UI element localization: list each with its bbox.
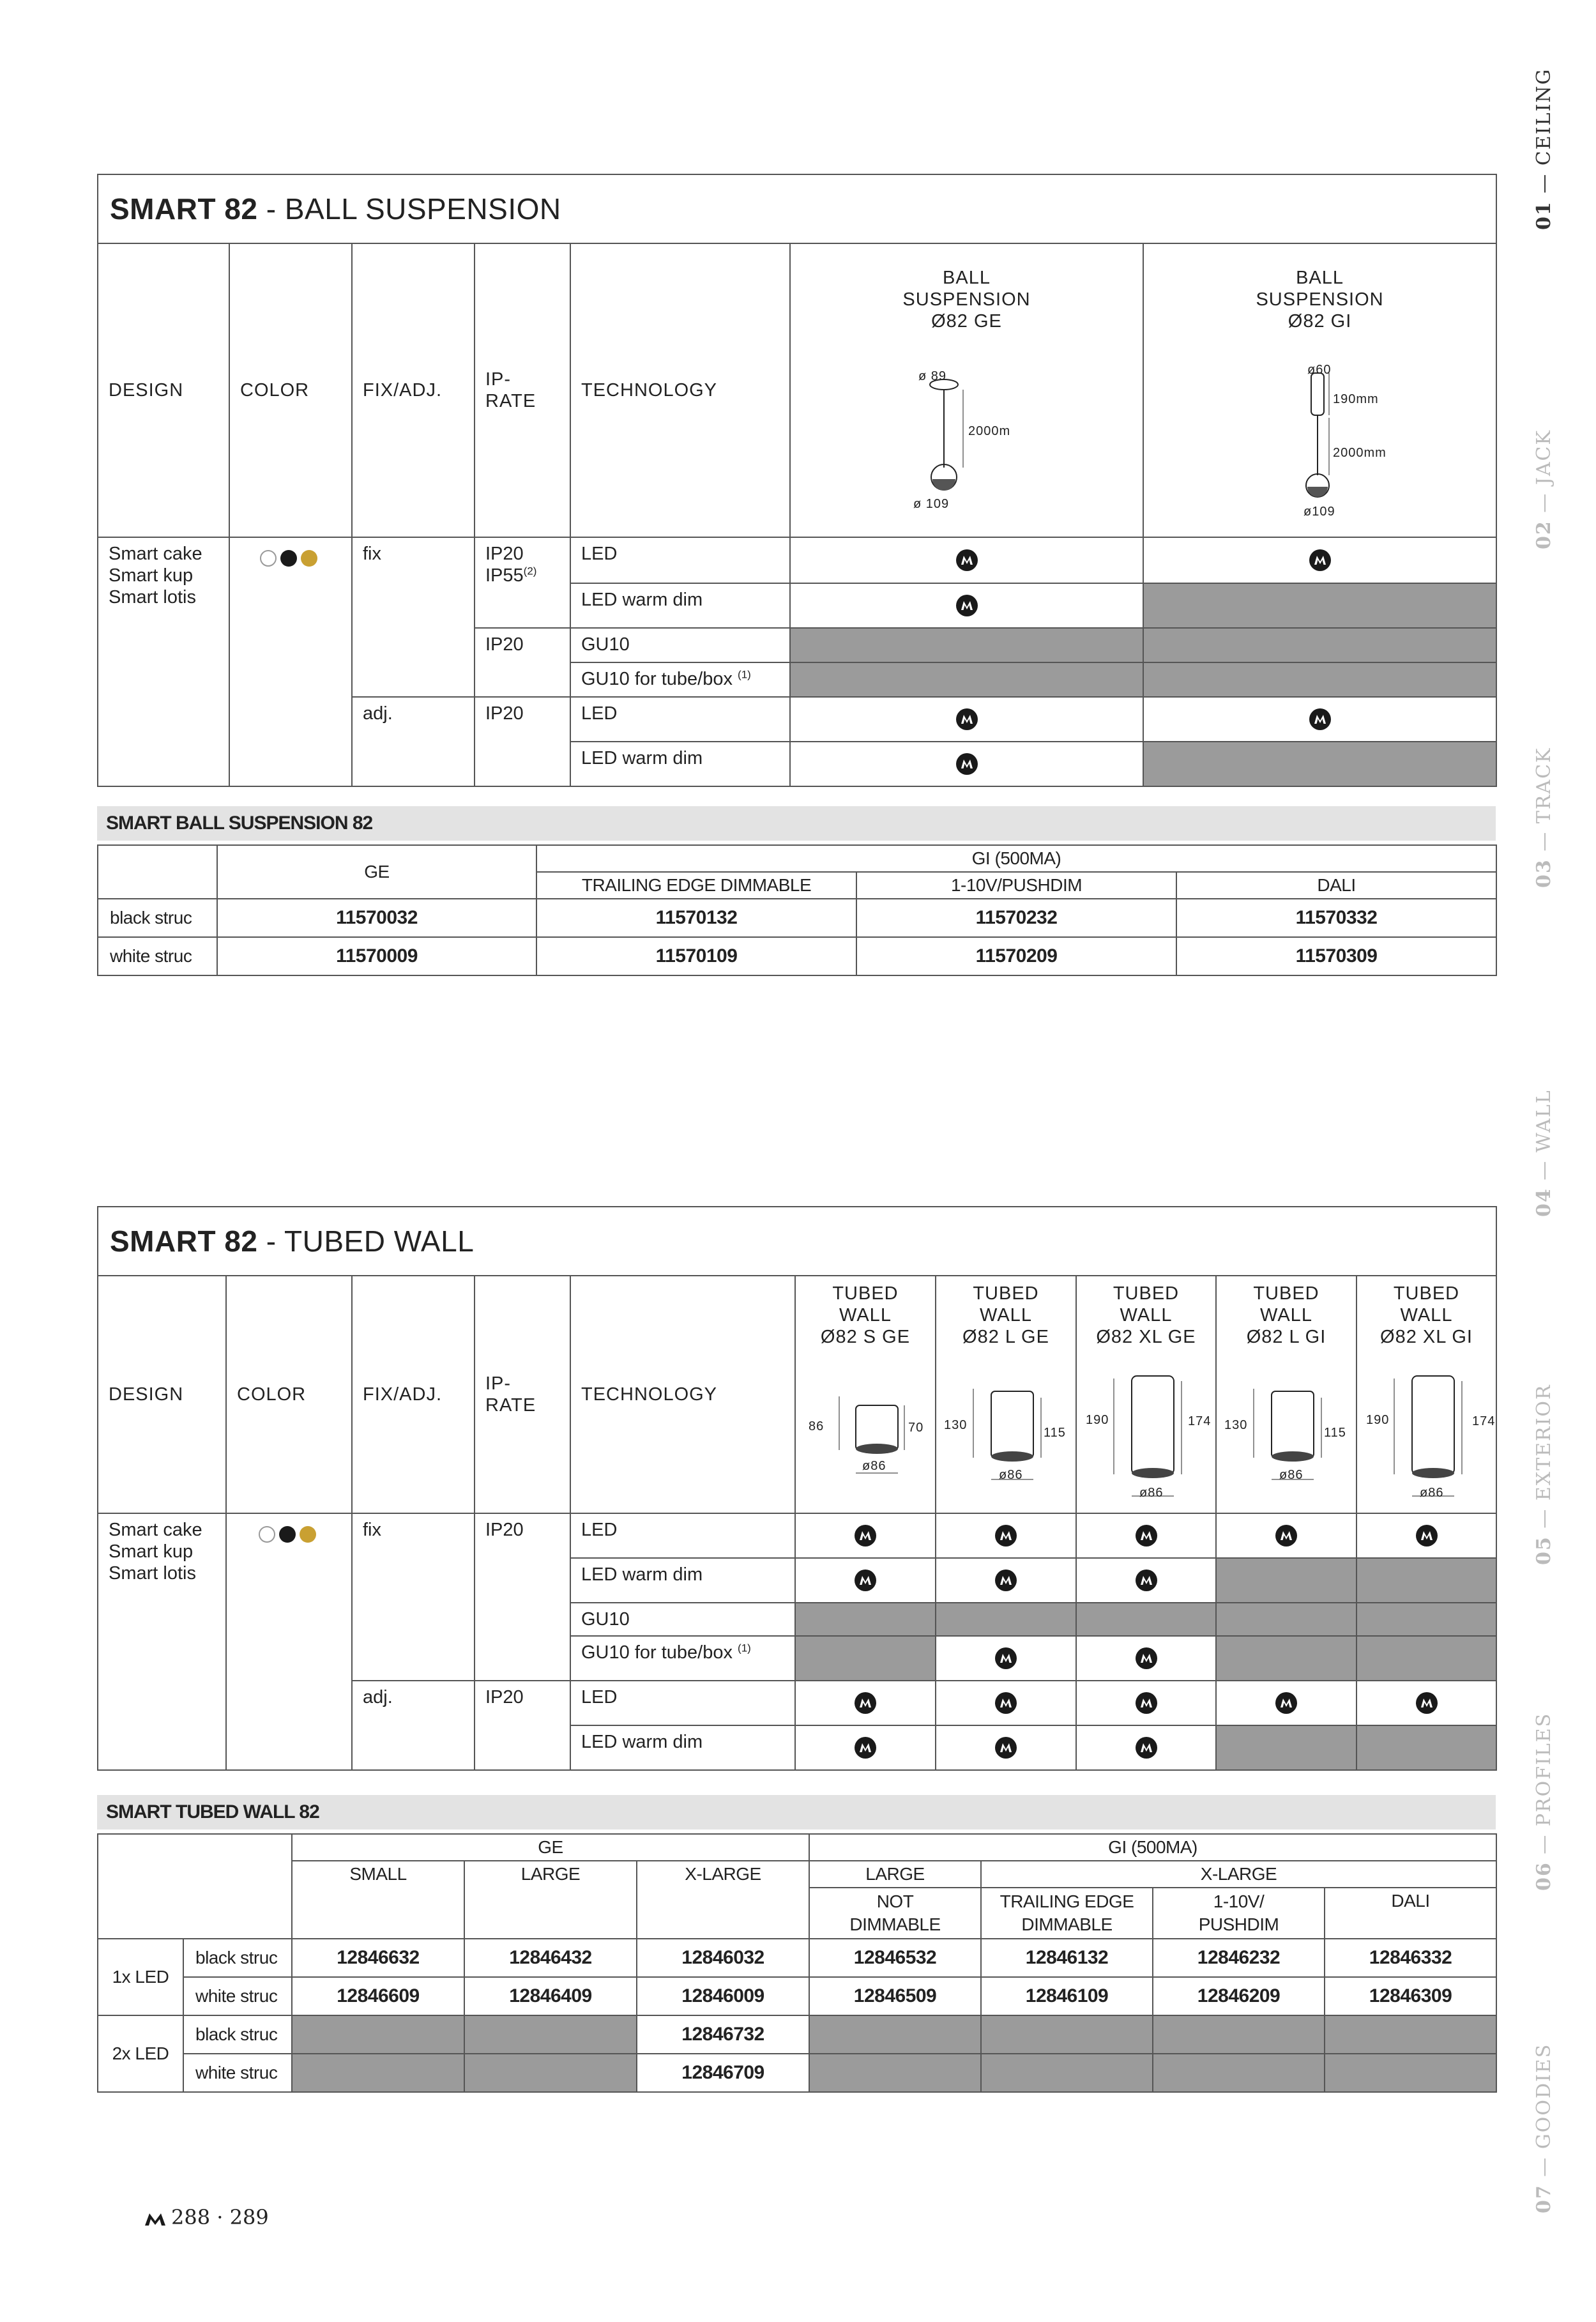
color-swatches — [229, 537, 352, 786]
variant-header-ge: BALL SUSPENSION Ø82 GE ø 89 2000m ø 109 — [790, 243, 1143, 537]
unavailable-cell — [1216, 1725, 1357, 1770]
tube-drawing: 190 174 ø86 — [1079, 1372, 1215, 1513]
design-header: DESIGN — [98, 1276, 226, 1513]
unavailable-cell — [1143, 742, 1496, 786]
ip-rating: IP20 — [475, 1513, 570, 1681]
ball-suspension-order-table — [97, 844, 1497, 976]
availability-icon — [1076, 1681, 1216, 1725]
col-dali: DALI — [1325, 1888, 1496, 1939]
article-number: 11570332 — [1176, 899, 1496, 937]
availability-icon — [936, 1681, 1076, 1725]
tech-warm-dim: LED warm dim — [570, 1558, 795, 1603]
fix-adj-header: FIX/ADJ. — [352, 1276, 475, 1513]
fix-adj-header: FIX/ADJ. — [352, 243, 475, 537]
ip-rating: IP20 — [475, 1681, 570, 1770]
article-number: 12846632 — [292, 1939, 464, 1977]
color-swatches — [226, 1513, 352, 1770]
article-number: 11570009 — [217, 937, 536, 975]
col-trailing-edge: TRAILING EDGE DIMMABLE — [536, 872, 856, 899]
unavailable-cell — [1357, 1603, 1496, 1636]
technology-header: TECHNOLOGY — [570, 243, 790, 537]
col-dali: DALI — [1176, 872, 1496, 899]
availability-icon — [795, 1513, 936, 1558]
article-number: 12846409 — [464, 1977, 637, 2015]
row-label: white struc — [183, 2054, 292, 2092]
ball-ge-drawing: ø 89 2000m ø 109 — [913, 369, 1011, 511]
ge-header: GE — [217, 845, 536, 899]
ip-rate-header: IP- RATE — [475, 1276, 570, 1513]
tech-warm-dim: LED warm dim — [570, 583, 790, 628]
table-row — [98, 1977, 1496, 2015]
article-number: 12846709 — [637, 2054, 809, 2092]
availability-icon — [936, 1725, 1076, 1770]
variant-header-s-ge: TUBED WALL Ø82 S GE 86 70 ø86 — [795, 1276, 936, 1513]
group-label: 2x LED — [98, 2015, 183, 2092]
article-number: 11570309 — [1176, 937, 1496, 975]
table-row — [98, 899, 1496, 937]
variant-header-xl-gi: TUBED WALL Ø82 XL GI 190 174 ø86 — [1357, 1276, 1496, 1513]
col-pushdim: 1-10V/ PUSHDIM — [1153, 1888, 1325, 1939]
unavailable-cell — [981, 2054, 1153, 2092]
tech-gu10: GU10 — [570, 1603, 795, 1636]
unavailable-cell — [981, 2015, 1153, 2054]
fix-label: fix — [352, 1513, 475, 1681]
unavailable-cell — [464, 2054, 637, 2092]
article-number: 11570132 — [536, 899, 856, 937]
row-label: black struc — [98, 899, 217, 937]
col-xlarge: X-LARGE — [637, 1861, 809, 1939]
availability-icon — [936, 1636, 1076, 1681]
availability-icon — [936, 1513, 1076, 1558]
unavailable-cell — [1325, 2015, 1496, 2054]
ge-header: GE — [292, 1834, 809, 1861]
availability-icon — [1216, 1681, 1357, 1725]
article-number: 12846432 — [464, 1939, 637, 1977]
unavailable-cell — [790, 662, 1143, 697]
ball-suspension-spec-table — [97, 174, 1497, 787]
variant-header-l-gi: TUBED WALL Ø82 L GI 130 115 ø86 — [1216, 1276, 1357, 1513]
tech-gu10-tube: GU10 for tube/box $^{(1)}$ — [570, 662, 790, 697]
unavailable-cell — [1153, 2015, 1325, 2054]
article-number: 12846732 — [637, 2015, 809, 2054]
unavailable-cell — [936, 1603, 1076, 1636]
section-title: SMART 82 - TUBED WALL — [98, 1207, 1496, 1276]
availability-icon — [936, 1558, 1076, 1603]
design-list: Smart cake Smart kup Smart lotis — [98, 1513, 226, 1770]
table-row — [98, 937, 1496, 975]
col-gi-large: LARGE — [809, 1861, 981, 1888]
tubed-wall-order-table — [97, 1833, 1497, 2093]
col-large: LARGE — [464, 1861, 637, 1939]
availability-icon — [1076, 1636, 1216, 1681]
table-row — [98, 2015, 1496, 2054]
page-numbers: 288 · 289 — [171, 2205, 269, 2229]
row-label: black struc — [183, 1939, 292, 1977]
adj-label: adj. — [352, 1681, 475, 1770]
unavailable-cell — [1357, 1636, 1496, 1681]
availability-icon — [795, 1725, 936, 1770]
article-number: 12846032 — [637, 1939, 809, 1977]
design-list: Smart cake Smart kup Smart lotis — [98, 537, 229, 786]
availability-icon — [795, 1558, 936, 1603]
availability-icon — [1216, 1513, 1357, 1558]
availability-icon — [1076, 1513, 1216, 1558]
tubed-wall-spec-table — [97, 1206, 1497, 1771]
table-row — [98, 2054, 1496, 2092]
col-not-dimmable: NOT DIMMABLE — [809, 1888, 981, 1939]
brand-logo-icon — [144, 2212, 166, 2226]
availability-icon — [795, 1681, 936, 1725]
unavailable-cell — [464, 2015, 637, 2054]
ip-rate-header: IP-RATE — [475, 243, 570, 537]
gi-header: GI (500MA) — [536, 845, 1496, 872]
unavailable-cell — [795, 1603, 936, 1636]
white-swatch — [260, 550, 277, 567]
technology-header: TECHNOLOGY — [570, 1276, 795, 1513]
empty-cell — [98, 845, 217, 899]
tech-led: LED — [570, 1513, 795, 1558]
unavailable-cell — [1143, 662, 1496, 697]
black-swatch — [279, 1526, 296, 1543]
col-small: SMALL — [292, 1861, 464, 1939]
availability-icon — [790, 742, 1143, 786]
unavailable-cell — [1143, 583, 1496, 628]
order-band-ball: SMART BALL SUSPENSION 82 — [97, 806, 1496, 841]
variant-header-gi: BALL SUSPENSION Ø82 GI ø60 190mm 2000mm ø109 — [1143, 243, 1496, 537]
availability-icon — [790, 537, 1143, 583]
unavailable-cell — [292, 2015, 464, 2054]
ip-rating: IP20 — [475, 697, 570, 786]
unavailable-cell — [1357, 1725, 1496, 1770]
article-number: 11570209 — [856, 937, 1176, 975]
article-number: 12846209 — [1153, 1977, 1325, 2015]
tube-drawing: 130 115 ø86 — [1224, 1384, 1352, 1511]
unavailable-cell — [790, 628, 1143, 662]
article-number: 12846509 — [809, 1977, 981, 2015]
availability-icon — [790, 583, 1143, 628]
adj-label: adj. — [352, 697, 475, 786]
col-pushdim: 1-10V/PUSHDIM — [856, 872, 1176, 899]
section-title: SMART 82 - BALL SUSPENSION — [98, 174, 1496, 243]
availability-icon — [1076, 1558, 1216, 1603]
tech-gu10: GU10 — [570, 628, 790, 662]
group-label: 1x LED — [98, 1939, 183, 2015]
article-number: 12846109 — [981, 1977, 1153, 2015]
tube-drawing: 190 174 ø86 — [1360, 1372, 1495, 1513]
tech-led: LED — [570, 1681, 795, 1725]
white-swatch — [259, 1526, 275, 1543]
article-number: 12846532 — [809, 1939, 981, 1977]
tech-warm-dim: LED warm dim — [570, 742, 790, 786]
unavailable-cell — [1216, 1603, 1357, 1636]
ip-rating: IP20 IP55$^{(2)}$ — [475, 537, 570, 628]
gold-swatch — [300, 1526, 316, 1543]
page-footer — [144, 2205, 269, 2229]
tech-led: LED — [570, 537, 790, 583]
row-label: black struc — [183, 2015, 292, 2054]
tech-led: LED — [570, 697, 790, 742]
unavailable-cell — [1357, 1558, 1496, 1603]
availability-icon — [1076, 1725, 1216, 1770]
article-number: 12846309 — [1325, 1977, 1496, 2015]
col-trailing-edge: TRAILING EDGE DIMMABLE — [981, 1888, 1153, 1939]
article-number: 12846009 — [637, 1977, 809, 2015]
availability-icon — [1143, 537, 1496, 583]
unavailable-cell — [809, 2054, 981, 2092]
design-header: DESIGN — [98, 243, 229, 537]
black-swatch — [280, 550, 297, 567]
unavailable-cell — [1143, 628, 1496, 662]
ball-gi-drawing: ø60 190mm 2000mm ø109 — [1303, 363, 1387, 519]
tech-gu10-tube: GU10 for tube/box $^{(1)}$ — [570, 1636, 795, 1681]
col-gi-xlarge: X-LARGE — [981, 1861, 1496, 1888]
variant-header-xl-ge: TUBED WALL Ø82 XL GE 190 174 ø86 — [1076, 1276, 1216, 1513]
unavailable-cell — [292, 2054, 464, 2092]
unavailable-cell — [809, 2015, 981, 2054]
article-number: 12846609 — [292, 1977, 464, 2015]
tech-warm-dim: LED warm dim — [570, 1725, 795, 1770]
ip-rating: IP20 — [475, 628, 570, 697]
article-number: 11570232 — [856, 899, 1176, 937]
article-number: 11570109 — [536, 937, 856, 975]
empty-cell — [98, 1834, 292, 1939]
fix-label: fix — [352, 537, 475, 697]
variant-header-l-ge: TUBED WALL Ø82 L GE 130 115 ø86 — [936, 1276, 1076, 1513]
unavailable-cell — [1216, 1558, 1357, 1603]
unavailable-cell — [795, 1636, 936, 1681]
gi-header: GI (500MA) — [809, 1834, 1496, 1861]
article-number: 12846132 — [981, 1939, 1153, 1977]
availability-icon — [1357, 1513, 1496, 1558]
article-number: 12846332 — [1325, 1939, 1496, 1977]
tube-drawing: 86 70 ø86 — [809, 1391, 923, 1506]
table-row — [98, 1939, 1496, 1977]
order-band-tubed: SMART TUBED WALL 82 — [97, 1795, 1496, 1829]
article-number: 12846232 — [1153, 1939, 1325, 1977]
color-header: COLOR — [229, 243, 352, 537]
row-label: white struc — [183, 1977, 292, 2015]
tube-drawing: 130 115 ø86 — [944, 1384, 1072, 1511]
unavailable-cell — [1325, 2054, 1496, 2092]
availability-icon — [1143, 697, 1496, 742]
unavailable-cell — [1153, 2054, 1325, 2092]
row-label: white struc — [98, 937, 217, 975]
article-number: 11570032 — [217, 899, 536, 937]
availability-icon — [1357, 1681, 1496, 1725]
gold-swatch — [301, 550, 317, 567]
color-header: COLOR — [226, 1276, 352, 1513]
unavailable-cell — [1216, 1636, 1357, 1681]
unavailable-cell — [1076, 1603, 1216, 1636]
availability-icon — [790, 697, 1143, 742]
